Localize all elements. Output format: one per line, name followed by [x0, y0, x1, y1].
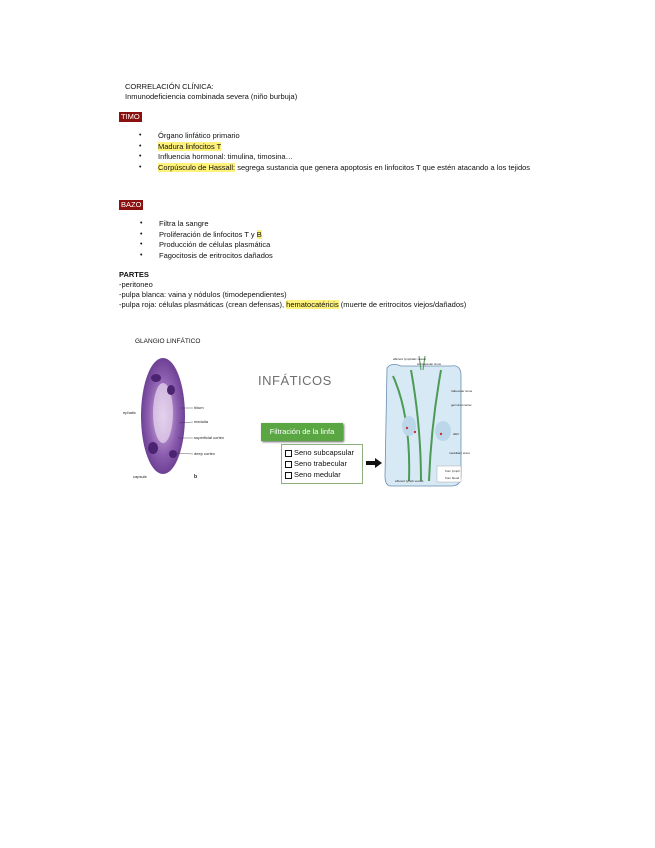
node-label: HEV [453, 432, 460, 436]
hist-label-ephatic: ephatic [123, 410, 136, 415]
hist-label-medulla: medulla [194, 419, 209, 424]
ganglio-title: GLANGIO LINFÁTICO [135, 338, 201, 345]
seno-item: Seno medular [285, 470, 341, 479]
bullet-icon: • [139, 153, 142, 160]
infaticos-heading: INFÁTICOS [258, 373, 332, 388]
list-item: • Producción de células plasmática [140, 240, 271, 249]
list-item: • Corpúsculo de Hassall: segrega sustancia que genera apoptosis en linfocitos T que estén atacando a los tejidos [139, 162, 531, 172]
partes-line-1: -peritoneo [119, 280, 153, 289]
list-item: • Madura linfocitos T [139, 141, 222, 151]
filtracion-box: Filtración de la linfa [261, 423, 343, 441]
hist-label-hilum: hilum [194, 405, 204, 410]
hist-label-b: b [194, 474, 198, 480]
senos-box [281, 444, 363, 484]
bazo-list [140, 219, 273, 261]
bullet-icon: • [139, 132, 142, 139]
partes-line-3: -pulpa roja: células plasmáticas (crean defensas), hematocatéricis (muerte de eritrocitos viejos/dañados) [119, 300, 467, 309]
list-item: • Fagocitosis de eritrocitos dañados [140, 250, 273, 260]
checkbox-icon [285, 450, 292, 457]
list-item: • Órgano linfático primario [139, 131, 240, 140]
lymph-node-diagram-image [381, 356, 473, 490]
checkbox-icon [285, 461, 292, 468]
hist-label-deep-cortex: deep cortex [194, 451, 215, 456]
hist-label-superficial-cortex: superficial cortex [194, 435, 225, 440]
timo-list [139, 131, 531, 173]
partes-title: PARTES [119, 270, 149, 279]
node-label: germinal center [451, 403, 472, 407]
node-label: efferent lymph vessel [395, 479, 424, 483]
seno-item: Seno trabecular [285, 459, 347, 468]
bullet-icon: • [139, 163, 142, 171]
correlacion-title: CORRELACIÓN CLÍNICA: [125, 82, 214, 91]
node-label: subcapsular sinus [417, 362, 442, 366]
node-label: from lymph [445, 469, 460, 473]
seno-item: Seno subcapsular [285, 448, 354, 457]
bullet-icon: • [139, 142, 142, 150]
bullet-icon: • [140, 251, 143, 259]
node-label: medullary sinus [449, 451, 470, 455]
bullet-icon: • [140, 241, 143, 248]
list-item: • Proliferación de linfocitos T y B [140, 229, 262, 239]
hist-label-capsule: capsule [133, 474, 147, 479]
bullet-icon: • [140, 220, 143, 227]
node-label: from blood [445, 476, 460, 480]
node-label: trabecular sinus [451, 389, 473, 393]
lymph-node-histology-image [123, 358, 233, 486]
correlacion-subtitle: Inmunodeficiencia combinada severa (niño burbuja) [125, 92, 298, 101]
list-item: • Influencia hormonal: timulina, timosina… [139, 152, 294, 161]
checkbox-icon [285, 472, 292, 479]
timo-label: TIMO [121, 112, 140, 121]
node-label: afferent lymphatic vessel [393, 357, 426, 361]
bullet-icon: • [140, 230, 143, 238]
list-item: • Filtra la sangre [140, 219, 209, 228]
partes-line-2: -pulpa blanca: vaina y nódulos (timodependientes) [119, 290, 287, 299]
right-arrow-icon [366, 458, 382, 468]
bazo-label: BAZO [121, 200, 142, 209]
